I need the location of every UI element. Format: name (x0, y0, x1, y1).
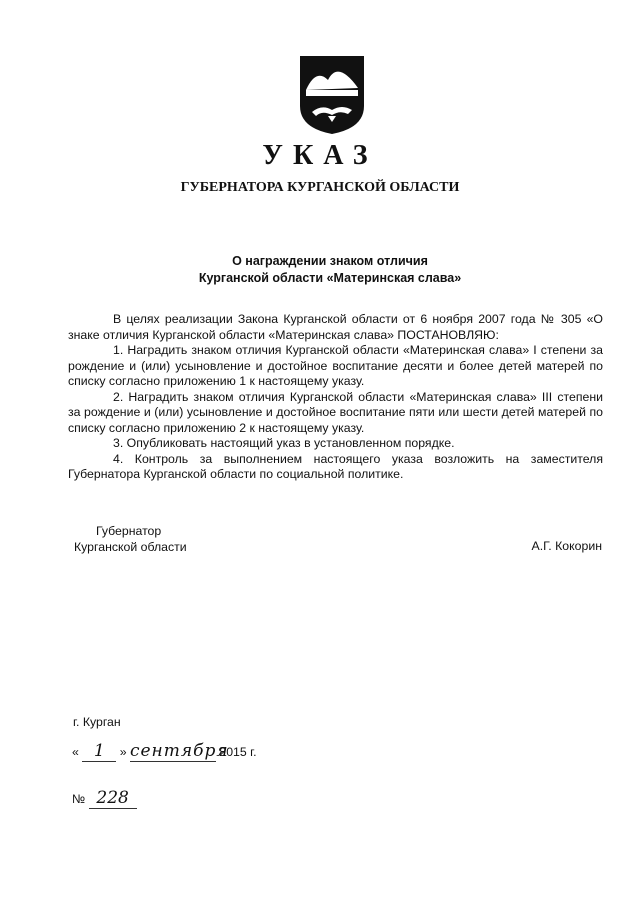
kurgan-region-coat-of-arms-icon (298, 54, 366, 136)
issue-date (72, 741, 257, 762)
decree-item-3: 3. Опубликовать настоящий указ в установленном порядке. (113, 436, 455, 450)
issue-city: г. Курган (73, 715, 121, 729)
handwritten-day: 1 (82, 741, 116, 762)
decree-item-4: 4. Контроль за выполнением настоящего указа возложить на заместителя Губернатора Курганской области по социальной политике. (68, 451, 603, 481)
decree-heading-line: О награждении знаком отличия (232, 254, 428, 268)
document-title: УКАЗ (262, 140, 378, 171)
handwritten-month: сентября (129, 741, 229, 761)
signatory-name: А.Г. Кокорин (531, 539, 602, 553)
decree-item-2: 2. Наградить знаком отличия Курганской области «Материнская слава» III степени за рождение и (или) усыновление и достойное воспитание пяти или шести детей матерей по списку согласно приложению 2 к настоящему указу. (68, 389, 603, 435)
signatory-position (74, 524, 187, 555)
date-open-quote: « (72, 745, 79, 759)
number-label: № (72, 792, 86, 806)
document-subtitle: ГУБЕРНАТОРА КУРГАНСКОЙ ОБЛАСТИ (180, 180, 460, 195)
handwritten-number: 228 (89, 788, 137, 809)
date-year: 2015 г. (219, 745, 257, 759)
decree-number (72, 788, 137, 809)
decree-body (68, 312, 603, 483)
date-close-quote: » (119, 745, 127, 759)
decree-item-1: 1. Наградить знаком отличия Курганской области «Материнская слава» I степени за рождение и (или) усыновление и достойное воспитание десяти и более детей матерей по списку согласно приложению 1 к настоящему указу. (68, 343, 603, 388)
decree-heading (0, 253, 640, 287)
preamble-paragraph: В целях реализации Закона Курганской области от 6 ноября 2007 года № 305 «О знаке отличия Курганской области «Материнская слава» ПОСТАНОВЛЯЮ: (68, 312, 603, 342)
signatory-position-line: Губернатор (96, 524, 162, 538)
signatory-position-line: Курганской области (74, 539, 187, 554)
decree-heading-line: Курганской области «Материнская слава» (198, 271, 462, 285)
